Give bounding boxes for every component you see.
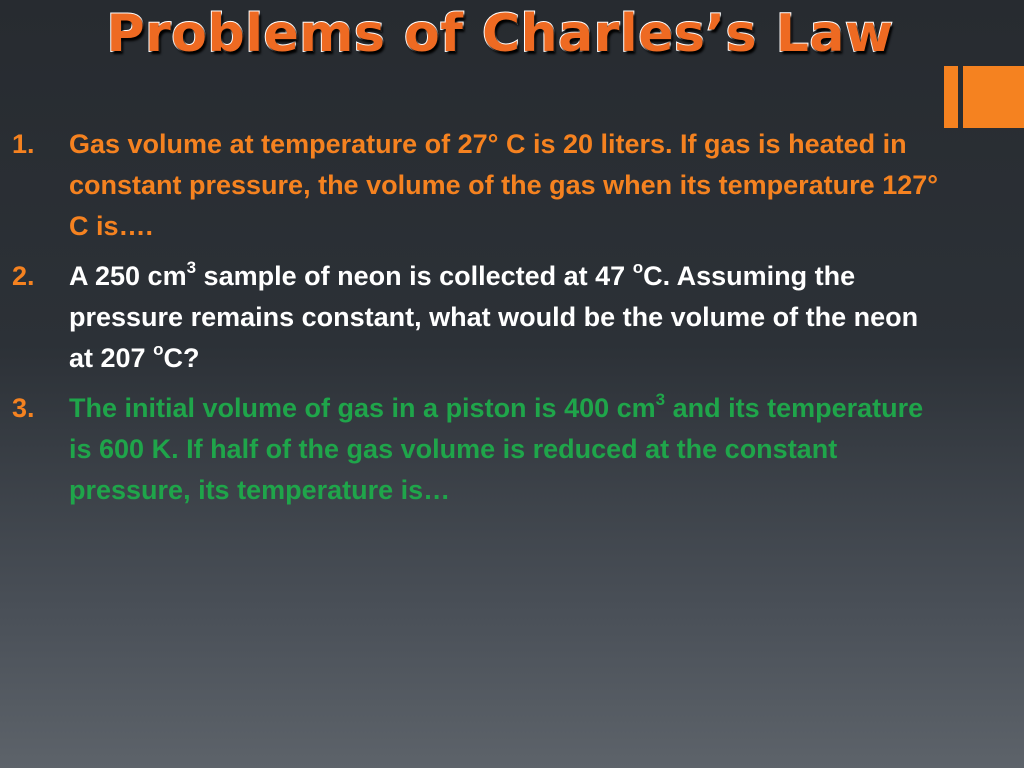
problem-number: 2. <box>12 261 35 291</box>
problem-number: 1. <box>12 129 35 159</box>
problem-text: Gas volume at temperature of 27° C is 20 liters. If gas is heated in constant pressure, the volume of the gas when its temperature 127° C is…. <box>69 129 939 241</box>
problem-text-part: C? <box>163 343 200 373</box>
accent-block <box>963 66 1024 128</box>
problem-text-part: and its temperature is 600 K. If half of the gas volume is reduced at the constant pressure, its temperature is… <box>69 393 924 505</box>
problem-item-2 <box>12 256 942 379</box>
problem-list <box>12 124 942 520</box>
superscript: 3 <box>186 258 197 277</box>
problem-text-part: C. Assuming the pressure remains constant, what would be the volume of the neon at 207 <box>69 261 919 373</box>
superscript: o <box>632 258 644 277</box>
superscript: o <box>153 340 164 359</box>
problem-number: 3. <box>12 393 35 423</box>
superscript: 3 <box>655 390 666 409</box>
slide-title: Problems of Charles’s Law <box>106 4 894 64</box>
problem-text-part: The initial volume of gas in a piston is 400 cm <box>69 393 656 423</box>
problem-item-1 <box>12 124 942 247</box>
problem-text-part: A 250 cm <box>69 261 187 291</box>
accent-bar <box>944 66 958 128</box>
problem-text-part: sample of neon is collected at 47 <box>196 261 633 291</box>
problem-item-3 <box>12 388 942 511</box>
